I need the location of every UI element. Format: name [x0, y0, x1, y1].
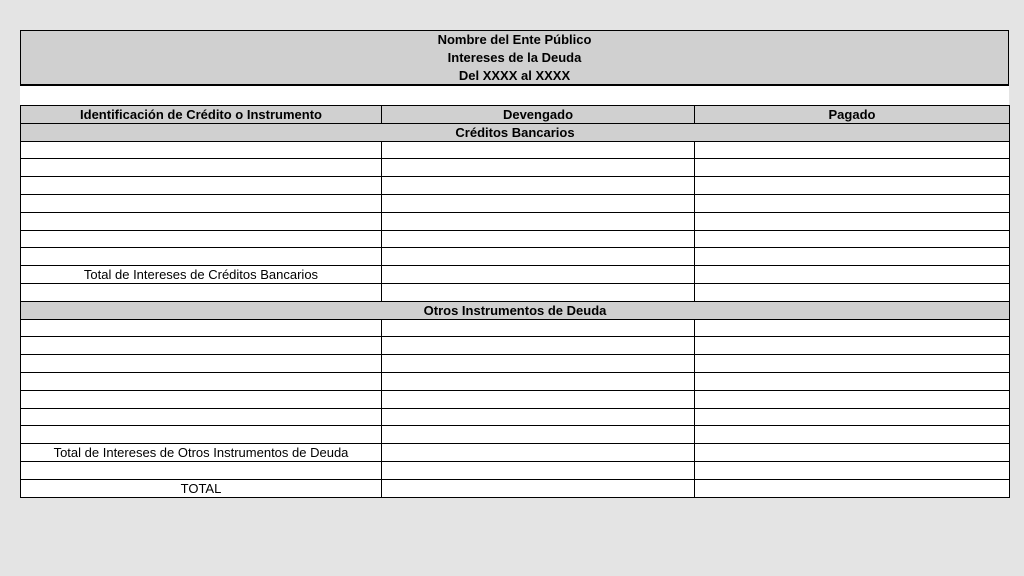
table-cell	[382, 444, 695, 462]
table-cell	[382, 426, 695, 444]
table-cell	[382, 159, 695, 177]
table-cell	[695, 461, 1010, 479]
header-spacer	[20, 86, 1009, 105]
table-row	[21, 283, 1010, 301]
table-cell	[695, 266, 1010, 284]
section-other-instruments	[21, 301, 1010, 319]
table-cell	[21, 461, 382, 479]
table-row	[21, 355, 1010, 373]
table-row	[21, 461, 1010, 479]
debt-interest-report	[20, 30, 1009, 498]
table-cell	[382, 212, 695, 230]
table-cell	[21, 141, 382, 159]
table-row	[21, 141, 1010, 159]
table-row	[21, 426, 1010, 444]
table-cell	[382, 408, 695, 426]
table-cell	[695, 479, 1010, 497]
table-cell	[695, 319, 1010, 337]
table-row	[21, 319, 1010, 337]
other-total-row	[21, 444, 1010, 462]
table-cell	[382, 230, 695, 248]
table-row	[21, 194, 1010, 212]
table-cell	[382, 248, 695, 266]
table-cell	[382, 177, 695, 195]
table-cell	[21, 230, 382, 248]
grand-total-label: TOTAL	[21, 479, 382, 497]
section-title: Otros Instrumentos de Deuda	[21, 301, 1010, 319]
table-row	[21, 337, 1010, 355]
table-cell	[382, 355, 695, 373]
table-cell	[695, 159, 1010, 177]
table-cell	[695, 355, 1010, 373]
table-cell	[21, 337, 382, 355]
bank-total-label: Total de Intereses de Créditos Bancarios	[21, 266, 382, 284]
table-cell	[21, 408, 382, 426]
table-cell	[21, 194, 382, 212]
entity-name: Nombre del Ente Público	[437, 31, 592, 47]
table-row	[21, 159, 1010, 177]
table-cell	[382, 337, 695, 355]
report-header	[20, 30, 1009, 86]
report-title: Intereses de la Deuda	[447, 49, 582, 65]
grand-total-row	[21, 479, 1010, 497]
table-cell	[382, 461, 695, 479]
table-cell	[695, 426, 1010, 444]
table-cell	[21, 248, 382, 266]
table-row	[21, 230, 1010, 248]
table-cell	[695, 194, 1010, 212]
section-title: Créditos Bancarios	[21, 123, 1010, 141]
table-cell	[695, 337, 1010, 355]
table-cell	[21, 372, 382, 390]
column-header-accrued: Devengado	[382, 106, 695, 124]
table-cell	[382, 266, 695, 284]
table-cell	[21, 426, 382, 444]
column-header-identification: Identificación de Crédito o Instrumento	[21, 106, 382, 124]
table-row	[21, 248, 1010, 266]
table-cell	[695, 248, 1010, 266]
table-cell	[382, 141, 695, 159]
table-cell	[21, 390, 382, 408]
table-cell	[695, 230, 1010, 248]
table-cell	[695, 141, 1010, 159]
table-cell	[382, 283, 695, 301]
table-cell	[21, 177, 382, 195]
table-header-row	[21, 106, 1010, 124]
table-cell	[695, 444, 1010, 462]
other-total-label: Total de Intereses de Otros Instrumentos de Deuda	[21, 444, 382, 462]
section-bank-credits	[21, 123, 1010, 141]
table-cell	[695, 177, 1010, 195]
report-period: Del XXXX al XXXX	[458, 67, 571, 83]
column-header-paid: Pagado	[695, 106, 1010, 124]
table-cell	[695, 390, 1010, 408]
table-cell	[21, 355, 382, 373]
table-cell	[695, 408, 1010, 426]
table-cell	[382, 319, 695, 337]
table-cell	[21, 159, 382, 177]
table-cell	[382, 390, 695, 408]
table-row	[21, 177, 1010, 195]
table-row	[21, 212, 1010, 230]
table-row	[21, 408, 1010, 426]
table-cell	[382, 479, 695, 497]
interest-table	[20, 105, 1010, 498]
table-cell	[382, 194, 695, 212]
table-row	[21, 390, 1010, 408]
table-cell	[21, 283, 382, 301]
table-cell	[695, 212, 1010, 230]
table-cell	[21, 212, 382, 230]
table-cell	[695, 372, 1010, 390]
table-cell	[382, 372, 695, 390]
table-cell	[695, 283, 1010, 301]
table-cell	[21, 319, 382, 337]
bank-total-row	[21, 266, 1010, 284]
table-row	[21, 372, 1010, 390]
